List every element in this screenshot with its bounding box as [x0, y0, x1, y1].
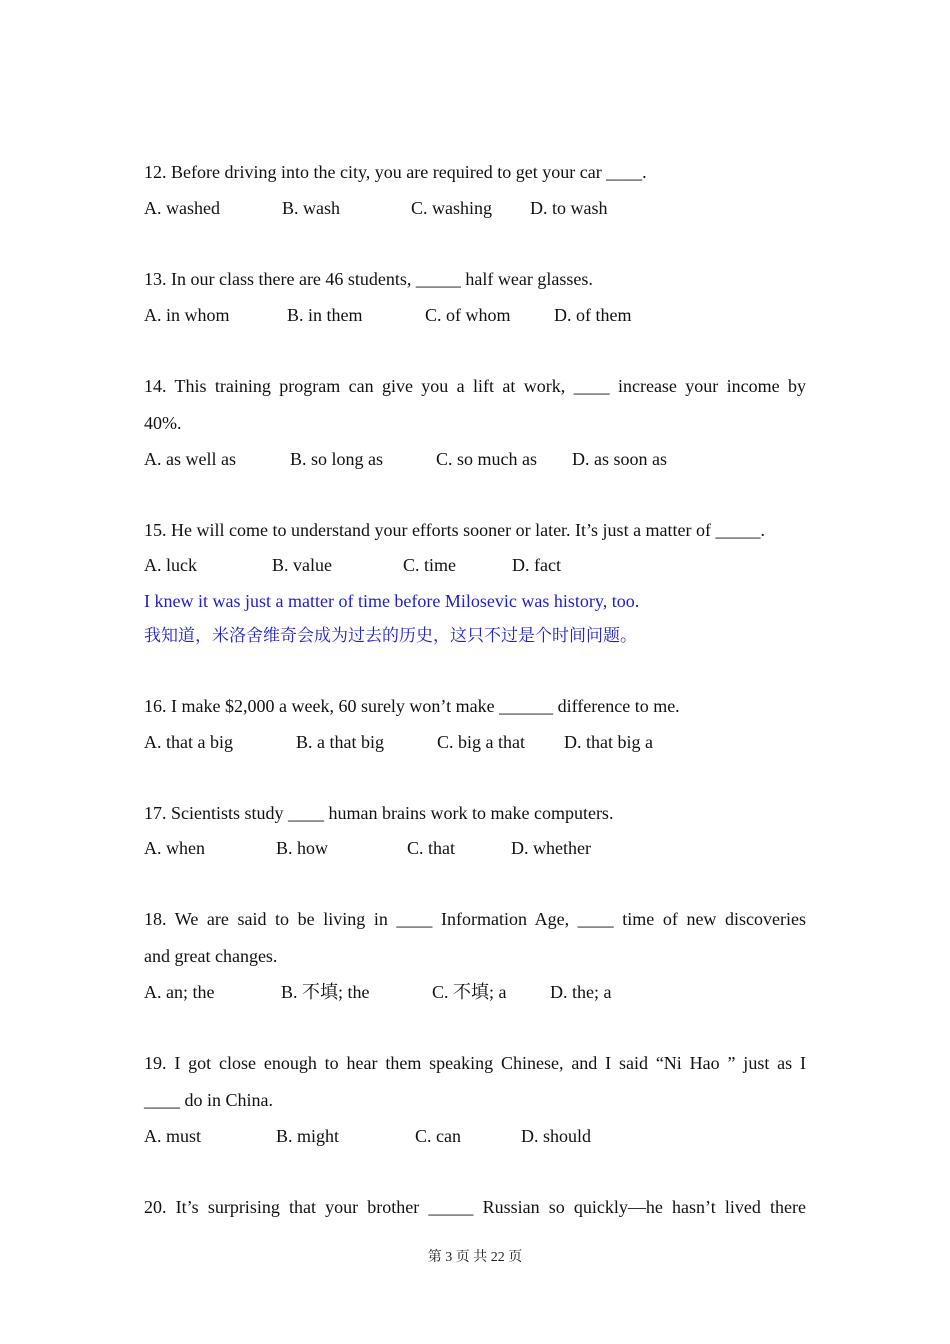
option-c: C. big a that — [437, 732, 525, 752]
option-b: B. a that big — [296, 732, 384, 752]
option-d: D. the; a — [550, 982, 612, 1002]
page-number-footer: 第 3 页 共 22 页 — [427, 1250, 523, 1265]
question-17-stem: 17. Scientists study ____ human brains work to make computers. — [144, 803, 614, 823]
option-a: A. must — [144, 1126, 202, 1146]
question-16-stem: 16. I make $2,000 a week, 60 surely won’t make ______ difference to me. — [144, 696, 680, 716]
question-13-stem: 13. In our class there are 46 students, _____ half wear glasses. — [144, 269, 593, 289]
option-d: D. of them — [554, 305, 632, 325]
option-d: D. fact — [512, 555, 561, 575]
option-a: A. as well as — [144, 449, 236, 469]
question-19-stem-line1: 19. I got close enough to hear them speaking Chinese, and I said “Ni Hao ” just as I — [144, 1053, 806, 1073]
option-b: B. 不填; the — [281, 982, 370, 1002]
option-b: B. wash — [282, 198, 340, 218]
option-a: A. luck — [144, 555, 197, 575]
question-19-stem-line2: ____ do in China. — [144, 1090, 273, 1110]
option-b: B. value — [272, 555, 332, 575]
question-15-note-chinese: 我知道，米洛舍维奇会成为过去的历史，这只不过是个时间问题。 — [144, 626, 637, 646]
option-c: C. of whom — [425, 305, 511, 325]
question-12-stem: 12. Before driving into the city, you are required to get your car ____. — [144, 162, 647, 182]
option-c: C. 不填; a — [432, 982, 507, 1002]
option-d: D. whether — [511, 838, 591, 858]
question-14-stem-line2: 40%. — [144, 413, 182, 433]
option-c: C. can — [415, 1126, 461, 1146]
option-c: C. time — [403, 555, 456, 575]
option-d: D. to wash — [530, 198, 608, 218]
question-18-stem-line2: and great changes. — [144, 946, 278, 966]
option-d: D. as soon as — [572, 449, 667, 469]
question-15-note-english: I knew it was just a matter of time before Milosevic was history, too. — [144, 591, 640, 611]
question-14-stem-line1: 14. This training program can give you a lift at work, ____ increase your income by — [144, 376, 806, 396]
option-a: A. in whom — [144, 305, 230, 325]
option-b: B. might — [276, 1126, 340, 1146]
option-c: C. that — [407, 838, 455, 858]
option-b: B. how — [276, 838, 329, 858]
option-a: A. an; the — [144, 982, 215, 1002]
option-a: A. when — [144, 838, 205, 858]
option-b: B. in them — [287, 305, 363, 325]
question-18-stem-line1: 18. We are said to be living in ____ Information Age, ____ time of new discoveries — [144, 909, 806, 929]
option-a: A. that a big — [144, 732, 233, 752]
option-a: A. washed — [144, 198, 220, 218]
question-15-stem: 15. He will come to understand your efforts sooner or later. It’s just a matter of _____. — [144, 520, 766, 540]
question-20-stem-line1: 20. It’s surprising that your brother _____ Russian so quickly—he hasn’t lived there — [144, 1197, 806, 1217]
option-d: D. should — [521, 1126, 592, 1146]
option-d: D. that big a — [564, 732, 653, 752]
option-b: B. so long as — [290, 449, 384, 469]
option-c: C. so much as — [436, 449, 537, 469]
option-c: C. washing — [411, 198, 492, 218]
